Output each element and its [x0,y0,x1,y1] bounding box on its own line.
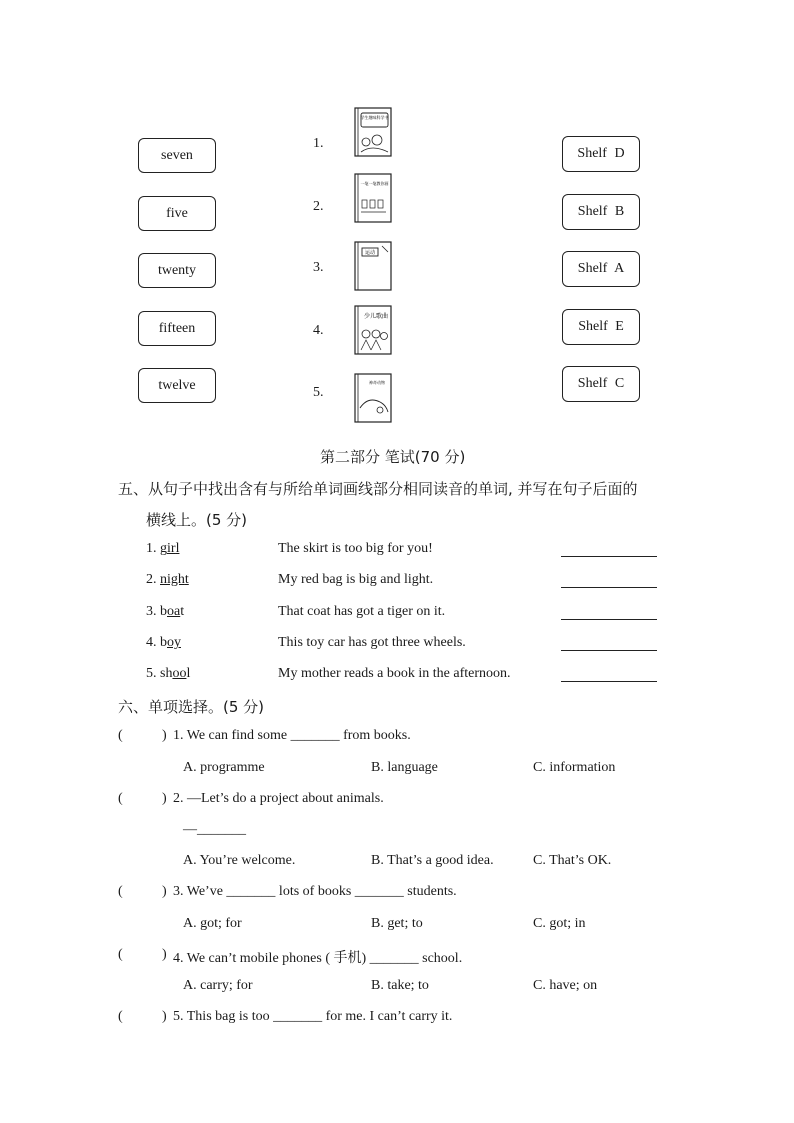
shelf-box-c [562,366,640,402]
book-number-4: 4. [313,323,324,338]
answer-paren-close: ) [162,947,167,962]
question-1: 1. We can find some _______ from books. [173,728,411,743]
section5-word-1: 1. girl [146,541,180,556]
answer-paren-open: ( [118,791,123,806]
book-title: 神奇动物 [369,380,385,385]
word-box-twenty [138,253,216,288]
q4-option-a: A. carry; for [183,978,253,993]
q4-option-b: B. take; to [371,978,429,993]
shelf-box-e [562,309,640,345]
book-science-image [352,106,394,158]
book-number-3: 3. [313,260,324,275]
shelf-label: Shelf A [577,261,625,276]
section6-heading: 六、单项选择。(5 分) [118,698,265,716]
q2-option-b: B. That’s a good idea. [371,853,494,868]
book-sports-image [352,240,394,292]
answer-paren-close: ) [162,791,167,806]
question-2: 2. —Let’s do a project about animals. [173,791,384,806]
section5-sentence-5: My mother reads a book in the afternoon. [278,666,511,681]
section5-word-4: 4. boy [146,635,181,650]
question-2-reply: —_______ [183,822,246,837]
answer-paren-close: ) [162,884,167,899]
shelf-box-b [562,194,640,230]
question-4: 4. We can’t mobile phones ( 手机) _______ school. [173,951,463,966]
shelf-label: Shelf D [577,146,625,161]
word-box-five [138,196,216,231]
answer-paren-close: ) [162,1009,167,1024]
book-number-2: 2. [313,199,324,214]
q2-option-c: C. That’s OK. [533,853,612,868]
answer-paren-close: ) [162,728,167,743]
book-title: 运动 [364,250,376,256]
word-box-fifteen [138,311,216,346]
q1-option-a: A. programme [183,760,265,775]
answer-paren-open: ( [118,728,123,743]
shelf-box-d [562,136,640,172]
answer-line-5[interactable] [561,681,657,682]
book-songs-image [352,304,394,356]
part2-title: 第二部分 笔试(70 分) [320,448,466,466]
word-box-seven [138,138,216,173]
answer-paren-open: ( [118,947,123,962]
answer-line-4[interactable] [561,650,657,651]
book-animals-image [352,372,394,424]
book-title: 一笔一笔教你画 [360,181,389,186]
book-title: 少儿歌曲 [363,313,389,320]
book-title: 学生趣味科学书 [360,115,389,120]
shelf-box-a [562,251,640,287]
section5-sentence-4: This toy car has got three wheels. [278,635,466,650]
word-label: twelve [158,377,196,393]
section5-word-5: 5. shool [146,666,191,681]
section5-sentence-3: That coat has got a tiger on it. [278,604,446,619]
answer-paren-open: ( [118,1009,123,1024]
q1-option-b: B. language [371,760,438,775]
answer-line-1[interactable] [561,556,657,557]
answer-line-2[interactable] [561,587,657,588]
word-label: twenty [157,262,197,278]
word-label: seven [161,147,193,163]
q3-option-b: B. get; to [371,916,423,931]
shelf-label: Shelf E [578,319,624,334]
shelf-label: Shelf B [577,204,625,219]
question-3: 3. We’ve _______ lots of books _______ students. [173,884,457,899]
section5-word-3: 3. boat [146,604,185,619]
book-drawing-image [352,172,394,224]
shelf-label: Shelf C [577,376,625,391]
section5-heading: 五、从句子中找出含有与所给单词画线部分相同读音的单词, 并写在句子后面的 [118,480,638,498]
section5-sentence-1: The skirt is too big for you! [278,541,433,556]
q3-option-c: C. got; in [533,916,586,931]
q3-option-a: A. got; for [183,916,242,931]
word-label: five [166,205,188,221]
section5-word-2: 2. night [146,572,189,587]
answer-line-3[interactable] [561,619,657,620]
book-number-1: 1. [313,136,324,151]
section5-heading-cont: 横线上。(5 分) [146,511,248,529]
question-5: 5. This bag is too _______ for me. I can’t carry it. [173,1009,453,1024]
word-label: fifteen [158,320,196,336]
q4-option-c: C. have; on [533,978,598,993]
word-box-twelve [138,368,216,403]
answer-paren-open: ( [118,884,123,899]
book-number-5: 5. [313,385,324,400]
section5-sentence-2: My red bag is big and light. [278,572,434,587]
q2-option-a: A. You’re welcome. [183,853,296,868]
q1-option-c: C. information [533,760,616,775]
